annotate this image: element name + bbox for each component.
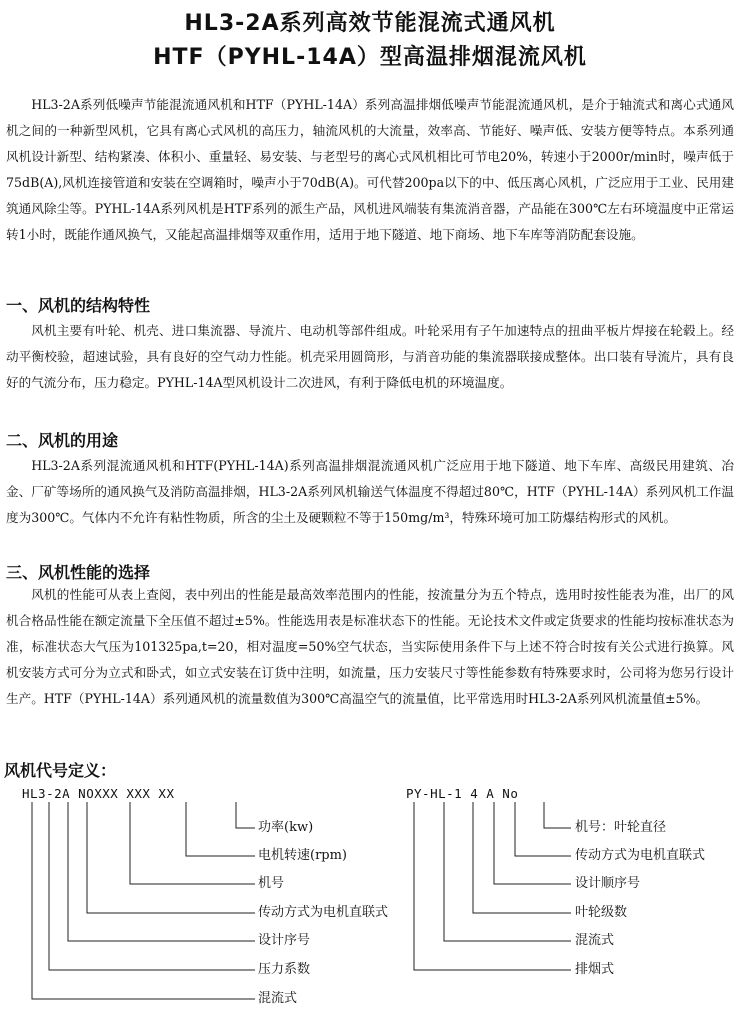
right-bracket-impeller-stages: [473, 802, 571, 913]
section-heading-usage: 二、风机的用途: [6, 431, 119, 450]
left-label-power: 功率(kw): [258, 820, 314, 835]
section-heading-selection: 三、风机性能的选择: [6, 563, 151, 582]
right-label-smoke-exhaust: 排烟式: [575, 962, 615, 977]
code-definition-title: 风机代号定义：: [4, 761, 117, 780]
intro-paragraph: HL3-2A系列低噪声节能混流通风机和HTF（PYHL-14A）系列高温排烟低噪声节能混流通风机，是介于轴流式和离心式通风机之间的一种新型风机，它具有离心式风机的高压力，轴流风机的大流量，效率高、节能好、噪声低、安装方便等特点。本系列通风机设计新型、结构紧凑、体积小、重量轻、易安装、与老型号的离心式风机相比可节电20%，转速小于2000r/min时，噪声低于75dB(A),风机连接管道和安装在空调箱时，噪声小于70dB(A)。可代替200pa以下的中、低压离心风机，广泛应用于工业、民用建筑通风除尘等。PYHL-14A系列风机是HTF系列的派生产品，风机进风端装有集流消音器，产品能在300℃左右环境温度中正常运转1小时，既能作通风换气，又能起高温排烟等双重作用，适用于地下隧道、地下商场、地下车库等消防配套设施。: [6, 97, 734, 242]
left-label-pressure-coef: 压力系数: [258, 962, 311, 977]
left-label-design-no: 设计序号: [258, 933, 311, 948]
right-bracket-design-order: [494, 802, 571, 884]
left-bracket-speed: [186, 802, 255, 856]
left-label-mixed-flow: 混流式: [258, 991, 298, 1006]
left-bracket-power: [236, 802, 255, 828]
right-model-code: PY-HL-1 4 A No: [406, 786, 519, 801]
left-bracket-pressure-coef: [49, 802, 255, 970]
right-label-design-order: 设计顺序号: [575, 876, 641, 891]
left-label-speed: 电机转速(rpm): [258, 848, 348, 863]
right-label-machine-no: 机号：叶轮直径: [575, 820, 667, 835]
right-label-drive: 传动方式为电机直联式: [575, 848, 706, 863]
right-label-mixed-flow: 混流式: [575, 933, 615, 948]
section-text-structure: 风机主要有叶轮、机壳、进口集流器、导流片、电动机等部件组成。叶轮采用有子午加速特点的扭曲平板片焊接在轮毂上。经动平衡校验，超速试验，具有良好的空气动力性能。机壳采用圆筒形，与消音功能的集流器联接成整体。出口装有导流片，具有良好的气流分布，压力稳定。PYHL-14A型风机设计二次进风，有利于降低电机的环境温度。: [6, 323, 734, 390]
right-label-impeller-stages: 叶轮级数: [575, 905, 628, 920]
left-bracket-drive: [87, 802, 255, 913]
left-label-drive: 传动方式为电机直联式: [258, 905, 389, 920]
left-bracket-mixed-flow: [32, 802, 255, 999]
section-text-selection: 风机的性能可从表上查阅，表中列出的性能是最高效率范围内的性能，按流量分为五个特点，选用时按性能表为准，出厂的风机合格品性能在额定流量下全压值不超过±5%。性能选用表是标准状态下的性能。无论技术文件或定货要求的性能均按标准状态为准，标准状态大气压为101325pa,t=20，相对温度=50%空气状态，当实际使用条件下与上述不符合时按有关公式进行换算。风机安装方式可分为立式和卧式，如立式安装在订货中注明，如流量，压力安装尺寸等性能参数有特殊要求时，公司将为您另行设计生产。HTF（PYHL-14A）系列通风机的流量数值为300℃高温空气的流量值，比平常选用时HL3-2A系列风机流量值±5%。: [6, 587, 734, 706]
section-heading-structure: 一、风机的结构特性: [6, 296, 151, 315]
page-title: HL3-2A系列高效节能混流式通风机: [184, 11, 556, 36]
left-label-machine-no: 机号: [258, 876, 285, 891]
right-bracket-mixed-flow: [444, 802, 571, 941]
right-bracket-drive: [515, 802, 571, 856]
right-bracket-machine-no: [544, 802, 571, 828]
page-subtitle: HTF（PYHL-14A）型高温排烟混流风机: [153, 45, 587, 70]
right-bracket-smoke-exhaust: [414, 802, 571, 970]
left-bracket-design-no: [68, 802, 255, 941]
section-text-usage: HL3-2A系列混流通风机和HTF(PYHL-14A)系列高温排烟混流通风机广泛应用于地下隧道、地下车库、高级民用建筑、冶金、厂矿等场所的通风换气及消防高温排烟，HL3-2A系列风机输送气体温度不得超过80℃，HTF（PYHL-14A）系列风机工作温度为300℃。气体内不允许有粘性物质，所含的尘土及硬颗粒不等于150mg/m³，特殊环境可加工防爆结构形式的风机。: [6, 458, 734, 525]
left-model-code: HL3-2A NOXXX XXX XX: [22, 786, 175, 801]
